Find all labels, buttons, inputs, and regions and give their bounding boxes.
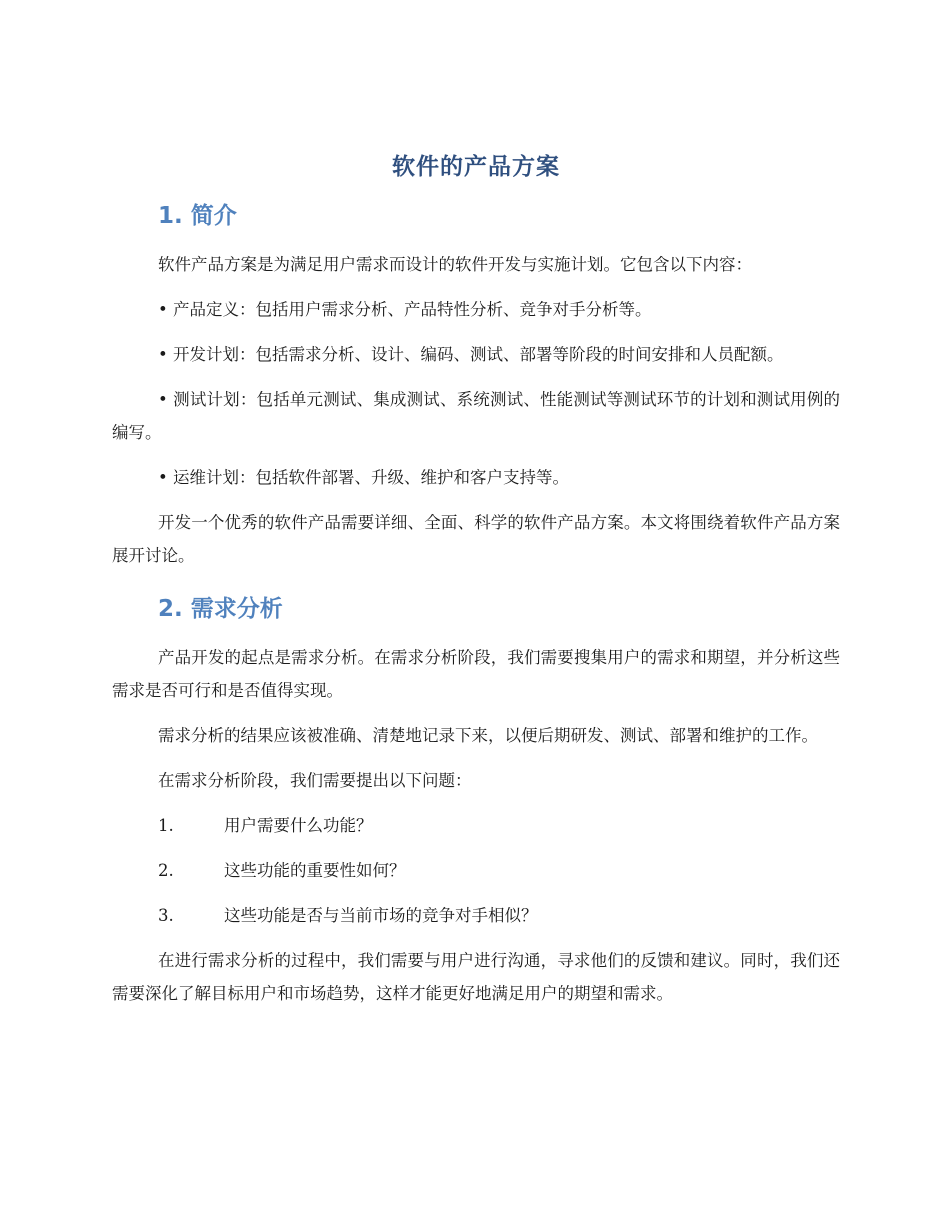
list-item [158, 809, 840, 842]
requirements-paragraph-1: 产品开发的起点是需求分析。在需求分析阶段，我们需要搜集用户的需求和期望，并分析这些需求是否可行和是否值得实现。 [112, 648, 840, 700]
list-item-number: 2. [158, 861, 174, 880]
document-page [112, 140, 840, 1022]
list-item-text: 这些功能的重要性如何？ [224, 861, 406, 880]
section-heading-intro: 1. 简介 [158, 203, 237, 229]
list-item [158, 854, 840, 887]
list-item-text: 用户需要什么功能？ [224, 816, 373, 835]
requirements-paragraph-3: 在需求分析阶段，我们需要提出以下问题： [158, 771, 472, 790]
intro-paragraph: 软件产品方案是为满足用户需求而设计的软件开发与实施计划。它包含以下内容： [158, 255, 752, 274]
list-item-text: 这些功能是否与当前市场的竞争对手相似？ [224, 906, 538, 925]
bullet-test-plan: • 测试计划：包括单元测试、集成测试、系统测试、性能测试等测试环节的计划和测试用例的编写。 [112, 390, 840, 442]
list-item [158, 899, 840, 932]
bullet-development-plan: • 开发计划：包括需求分析、设计、编码、测试、部署等阶段的时间安排和人员配额。 [158, 345, 784, 364]
list-item-number: 1. [158, 816, 174, 835]
intro-conclusion-paragraph: 开发一个优秀的软件产品需要详细、全面、科学的软件产品方案。本文将围绕着软件产品方案展开讨论。 [112, 513, 840, 565]
requirements-closing-paragraph: 在进行需求分析的过程中，我们需要与用户进行沟通，寻求他们的反馈和建议。同时，我们还需要深化了解目标用户和市场趋势，这样才能更好地满足用户的期望和需求。 [112, 951, 840, 1003]
bullet-product-definition: • 产品定义：包括用户需求分析、产品特性分析、竞争对手分析等。 [158, 300, 652, 319]
bullet-ops-plan: • 运维计划：包括软件部署、升级、维护和客户支持等。 [158, 468, 569, 487]
section-heading-requirements: 2. 需求分析 [158, 596, 283, 622]
requirements-paragraph-2: 需求分析的结果应该被准确、清楚地记录下来，以便后期研发、测试、部署和维护的工作。 [158, 726, 818, 745]
document-title: 软件的产品方案 [392, 154, 560, 180]
list-item-number: 3. [158, 906, 174, 925]
